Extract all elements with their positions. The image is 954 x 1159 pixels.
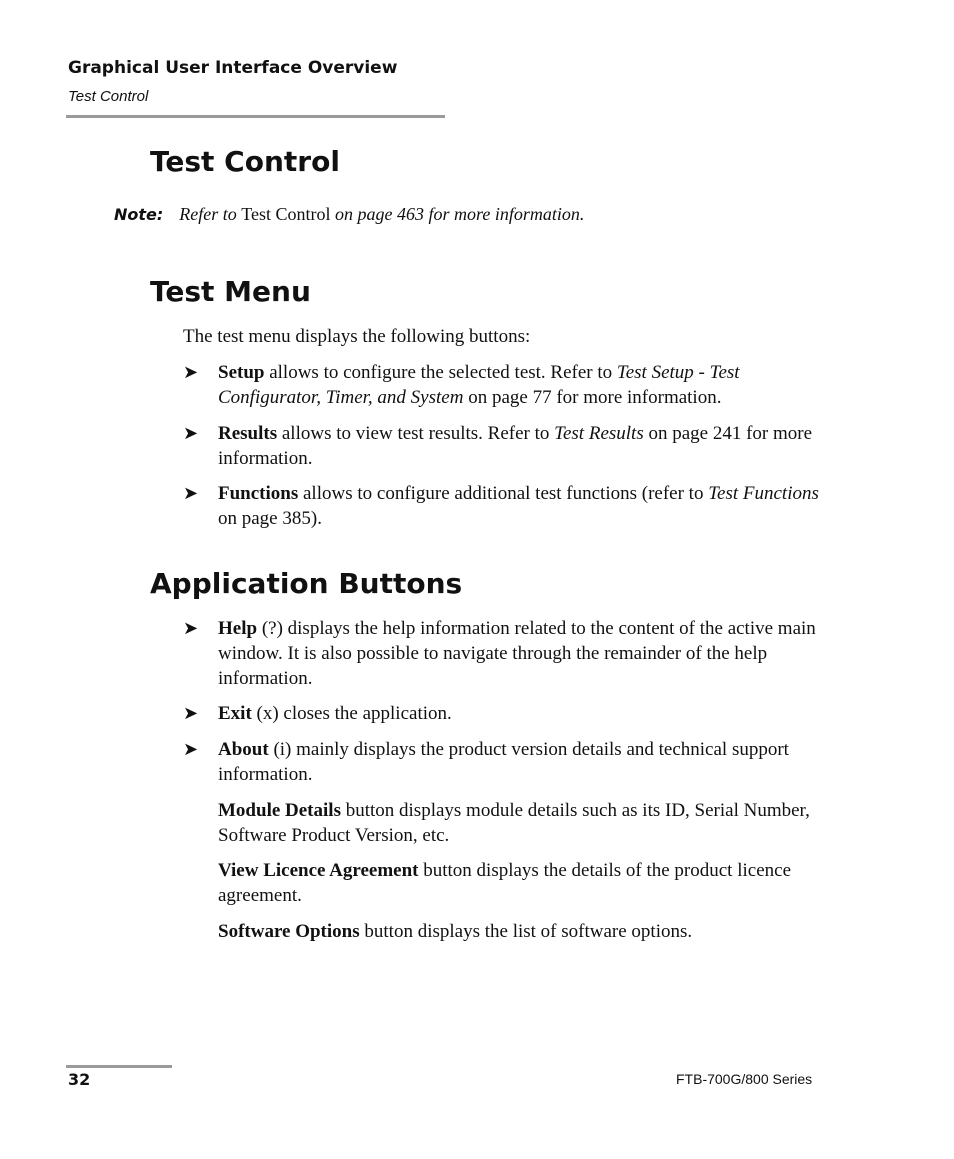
arrowhead-bullet-icon: ➤ [183,362,199,382]
sub-paragraph [218,798,823,848]
page-number: 32 [68,1070,91,1089]
list-item [183,737,823,787]
arrowhead-bullet-icon: ➤ [183,483,199,503]
item-term: Help [218,618,258,639]
item-text: allows to configure additional test functions (refer to [298,483,709,504]
list-item [183,421,823,471]
list-item [183,481,823,531]
item-text: (?) displays the help information related to the content of the active main window. It is also possible to navigate through the remainder of the help information. [218,618,816,689]
sub-paragraph [218,858,823,908]
list-item [183,701,823,726]
item-term: Functions [218,483,299,504]
sub-paragraph [218,919,823,944]
note-label: Note: [114,205,164,224]
list-item [183,616,823,691]
arrowhead-bullet-icon: ➤ [183,423,199,443]
sub-term: View Licence Agreement [218,860,419,881]
note-link[interactable]: Test Control [241,204,331,224]
test-menu-intro: The test menu displays the following buttons: [183,326,531,347]
sub-term: Software Options [218,921,360,942]
item-text: on page 241 for more information. [218,423,813,469]
item-text: (x) closes the application. [251,703,452,724]
note [114,204,584,225]
item-xref[interactable]: Test Setup - Test Configurator, Timer, and System [218,362,740,408]
sub-text: button displays the list of software options. [359,921,693,942]
item-text: allows to configure the selected test. Refer to [264,362,617,383]
item-term: Setup [218,362,265,383]
item-term: Results [218,423,278,444]
note-pre: Refer to [179,204,242,224]
note-post: on page 463 for more information. [330,204,585,224]
sub-term: Module Details [218,800,341,821]
heading-test-control: Test Control [150,145,340,178]
product-series: FTB-700G/800 Series [676,1071,813,1087]
running-header-chapter: Graphical User Interface Overview [68,58,398,78]
item-text: (i) mainly displays the product version details and technical support information. [218,739,789,785]
item-xref[interactable]: Test Results [554,423,644,444]
heading-application-buttons: Application Buttons [150,567,463,600]
arrowhead-bullet-icon: ➤ [183,618,199,638]
item-xref[interactable]: Test Functions [708,483,819,504]
item-text: on page 77 for more information. [463,387,722,408]
list-item [183,360,823,410]
sub-text: button displays module details such as its ID, Serial Number, Software Product Version, etc. [218,800,810,846]
item-term: Exit [218,703,252,724]
heading-test-menu: Test Menu [150,275,311,308]
item-term: About [218,739,269,760]
sub-text: button displays the details of the product licence agreement. [218,860,791,906]
footer-rule [66,1065,172,1068]
header-rule [66,115,445,118]
running-header-section: Test Control [68,88,149,105]
item-text: on page 385). [218,508,322,529]
arrowhead-bullet-icon: ➤ [183,739,199,759]
item-text: allows to view test results. Refer to [277,423,555,444]
arrowhead-bullet-icon: ➤ [183,703,199,723]
